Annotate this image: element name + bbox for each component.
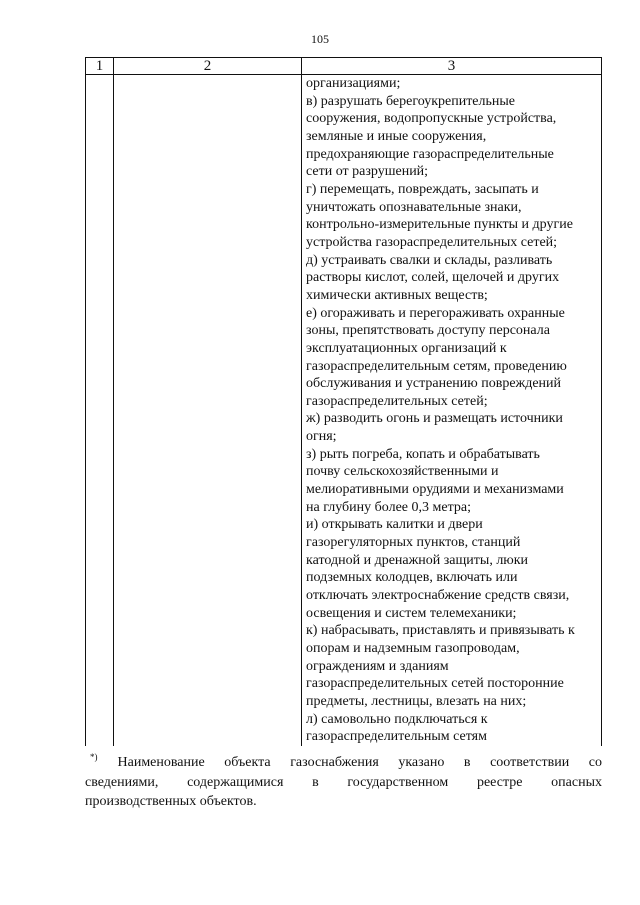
text-line: отключать электроснабжение средств связи, — [306, 588, 570, 604]
text-line: газорегуляторных пунктов, станций — [306, 535, 521, 551]
footnote-word: соответствии — [490, 755, 570, 770]
prohibitions-text — [306, 75, 599, 746]
footnote-word: опасных — [551, 775, 602, 790]
text-line: и) открывать калитки и двери — [306, 517, 483, 533]
footnote-mark: *) — [90, 752, 98, 762]
table-row — [86, 75, 602, 746]
text-line: к) набрасывать, приставлять и привязывать к — [306, 623, 575, 639]
text-line: сооружения, водопропускные устройства, — [306, 111, 557, 127]
text-line: на глубину более 0,3 метра; — [306, 499, 471, 515]
footnote-word: государственном — [347, 775, 449, 790]
text-line: уничтожать опознавательные знаки, — [306, 199, 522, 215]
text-line: д) устраивать свалки и склады, разливать — [306, 252, 553, 268]
footnote-word: сведениями, — [85, 775, 159, 790]
column-header-1: 1 — [86, 58, 114, 75]
text-line: газораспределительных сетей; — [306, 393, 488, 409]
footnote-lead — [90, 753, 205, 773]
content-table — [85, 57, 602, 746]
footnote-line-3 — [85, 792, 602, 811]
text-line: ограждениям и зданиям — [306, 658, 449, 674]
footnote-line-1 — [85, 753, 602, 773]
text-line: з) рыть погреба, копать и обрабатывать — [306, 446, 540, 462]
text-line: освещения и систем телемеханики; — [306, 605, 517, 621]
text-line: катодной и дренажной защиты, люки — [306, 552, 529, 568]
text-line: в) разрушать берегоукрепительные — [306, 93, 516, 109]
text-line: организациями; — [306, 76, 401, 91]
footnote-word: реестре — [476, 775, 523, 790]
footnote-text-end: производственных объектов. — [85, 794, 257, 809]
footnote-word: в — [463, 755, 471, 770]
text-line: предметы, лестницы, влезать на них; — [306, 693, 527, 709]
footnote-word: указано — [398, 755, 445, 770]
text-line: химически активных веществ; — [306, 287, 488, 303]
column-header-2: 2 — [114, 58, 302, 75]
text-line: почву сельскохозяйственными и — [306, 464, 499, 480]
page-number: 105 — [311, 32, 329, 46]
text-line: ж) разводить огонь и размещать источники — [306, 411, 563, 427]
table-header-row — [86, 58, 602, 75]
text-line: е) огораживать и перегораживать охранные — [306, 305, 565, 321]
text-line: г) перемещать, повреждать, засыпать и — [306, 181, 539, 197]
text-line: земляные и иные сооружения, — [306, 128, 487, 144]
column-header-3: 3 — [302, 58, 602, 75]
text-line: л) самовольно подключаться к — [306, 711, 488, 727]
cell-column-3 — [302, 75, 602, 746]
cell-column-2 — [114, 75, 302, 746]
text-line: предохраняющие газораспределительные — [306, 146, 554, 162]
text-line: газораспределительных сетей посторонние — [306, 676, 564, 692]
text-line: газораспределительным сетям, проведению — [306, 358, 567, 374]
text-line: подземных колодцев, включать или — [306, 570, 518, 586]
text-line: газораспределительным сетям — [306, 729, 487, 745]
footnote-word: Наименование — [117, 755, 205, 770]
footnote-word: в — [312, 775, 319, 790]
text-line: устройства газораспределительных сетей; — [306, 234, 558, 250]
text-line: мелиоративными орудиями и механизмами — [306, 482, 564, 498]
footnote-word: объекта — [224, 755, 271, 770]
text-line: эксплуатационных организаций к — [306, 340, 507, 356]
footnote-word: со — [588, 755, 602, 770]
footnote — [85, 753, 602, 811]
footnote-word: газоснабжения — [290, 755, 379, 770]
footnote-word: содержащимися — [187, 775, 284, 790]
text-line: обслуживания и устранению повреждений — [306, 376, 562, 392]
text-line: сети от разрушений; — [306, 164, 429, 180]
footnote-line-2 — [85, 773, 602, 792]
text-line: зоны, препятствовать доступу персонала — [306, 323, 550, 339]
text-line: контрольно-измерительные пункты и другие — [306, 217, 573, 233]
text-line: растворы кислот, солей, щелочей и других — [306, 270, 560, 286]
text-line: опорам и надземным газопроводам, — [306, 641, 520, 656]
text-line: огня; — [306, 429, 337, 445]
cell-column-1 — [86, 75, 114, 746]
